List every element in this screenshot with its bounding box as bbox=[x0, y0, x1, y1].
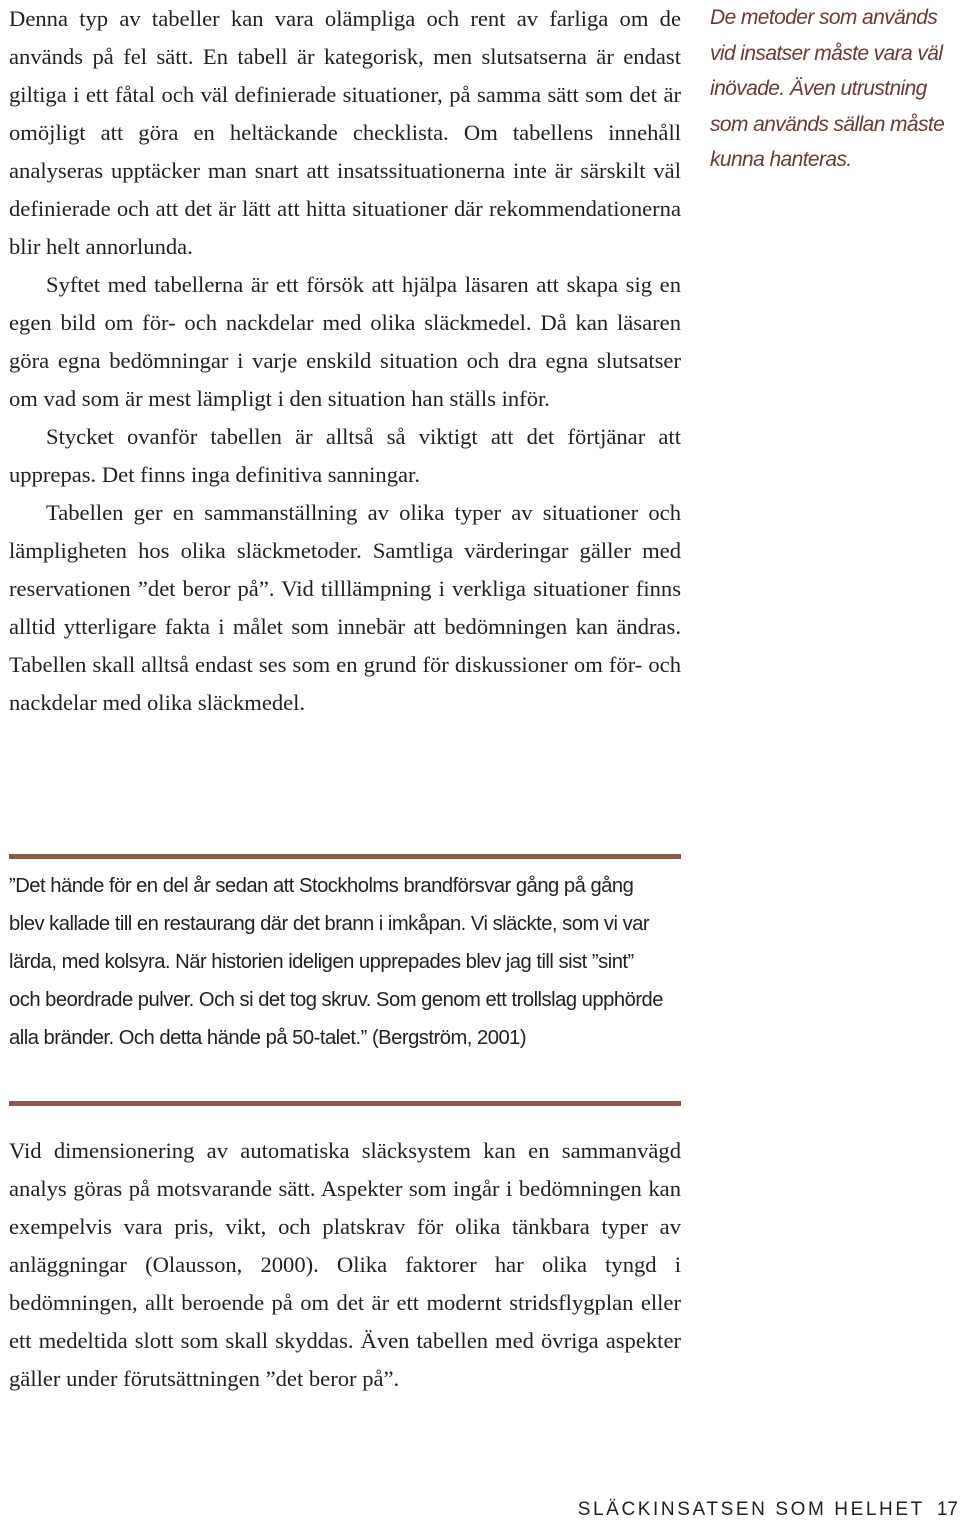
quote-text: ”Det hände för en del år sedan att Stockholms brandförsvar gång på gång blev kallade till en restaurang där det brann i imkåpan. Vi släckte, som vi var lärda, med kolsyra. När historien ideligen upprepades blev jag till sist ”sint” och beordrade pulver. Och si det tog skruv. Som genom ett trollslag upphörde alla bränder. Och detta hände på 50-talet.” (Bergström, 2001) bbox=[9, 875, 663, 1049]
paragraph-table-summary: Tabellen ger en sammanställning av olika typer av situationer och lämpligheten hos olika släckmetoder. Samtliga värderingar gäller med reservationen ”det beror på”. Vid tilllämpning i verkliga situationer finns alltid ytterligare fakta i målet som innebär att bedömningen kan ändras. Tabellen skall alltså endast ses som en grund för diskussioner om för- och nackdelar med olika släckmedel. bbox=[9, 500, 681, 715]
paragraph-purpose: Syftet med tabellerna är ett försök att hjälpa läsaren att skapa sig en egen bild om för- och nackdelar med olika släckmedel. Då kan läsaren göra egna bedömningar i varje enskild situation och dra egna slutsatser om vad som är mest lämpligt i den situation han ställs inför. bbox=[9, 272, 681, 411]
main-text-column bbox=[9, 0, 681, 722]
paragraph-intro: Denna typ av tabeller kan vara olämpliga och rent av farliga om de används på fel sätt. En tabell är kategorisk, men slutsatserna är endast giltiga i ett fåtal och väl definierade situationer, på samma sätt som det är omöjligt att göra en heltäckande checklista. Om tabellens innehåll analyseras upptäcker man snart att insatssituationerna inte är särskilt väl definierade och att det är lätt att hitta situationer där rekommendationerna blir helt annorlunda. bbox=[9, 6, 681, 259]
margin-note: De metoder som används vid insatser måste vara väl inövade. Även utrustning som används sällan måste kunna hanteras. bbox=[710, 6, 945, 171]
quote-bottom-rule bbox=[9, 1101, 681, 1106]
quote-top-rule bbox=[9, 854, 681, 859]
paragraph-dimensioning: Vid dimensionering av automatiska släcksystem kan en sammanvägd analys göras på motsvarande sätt. Aspekter som ingår i bedömningen kan exempelvis vara pris, vikt, och platskrav för olika tänkbara typer av anläggningar (Olausson, 2000). Olika faktorer har olika tyngd i bedömningen, allt beroende på om det är ett modernt stridsflygplan eller ett medeltida slott som skall skyddas. Även tabellen med övriga aspekter gäller under förutsättningen ”det beror på”. bbox=[9, 1138, 681, 1391]
paragraph-repeat: Stycket ovanför tabellen är alltså så viktigt att det förtjänar att upprepas. Det finns inga definitiva sanningar. bbox=[9, 424, 681, 487]
quote-box bbox=[9, 854, 681, 1108]
page-footer bbox=[578, 1497, 958, 1523]
running-head: SLÄCKINSATSEN SOM HELHET bbox=[577, 1499, 925, 1520]
lower-text-column bbox=[9, 1132, 681, 1398]
page-number: 17 bbox=[936, 1499, 958, 1520]
